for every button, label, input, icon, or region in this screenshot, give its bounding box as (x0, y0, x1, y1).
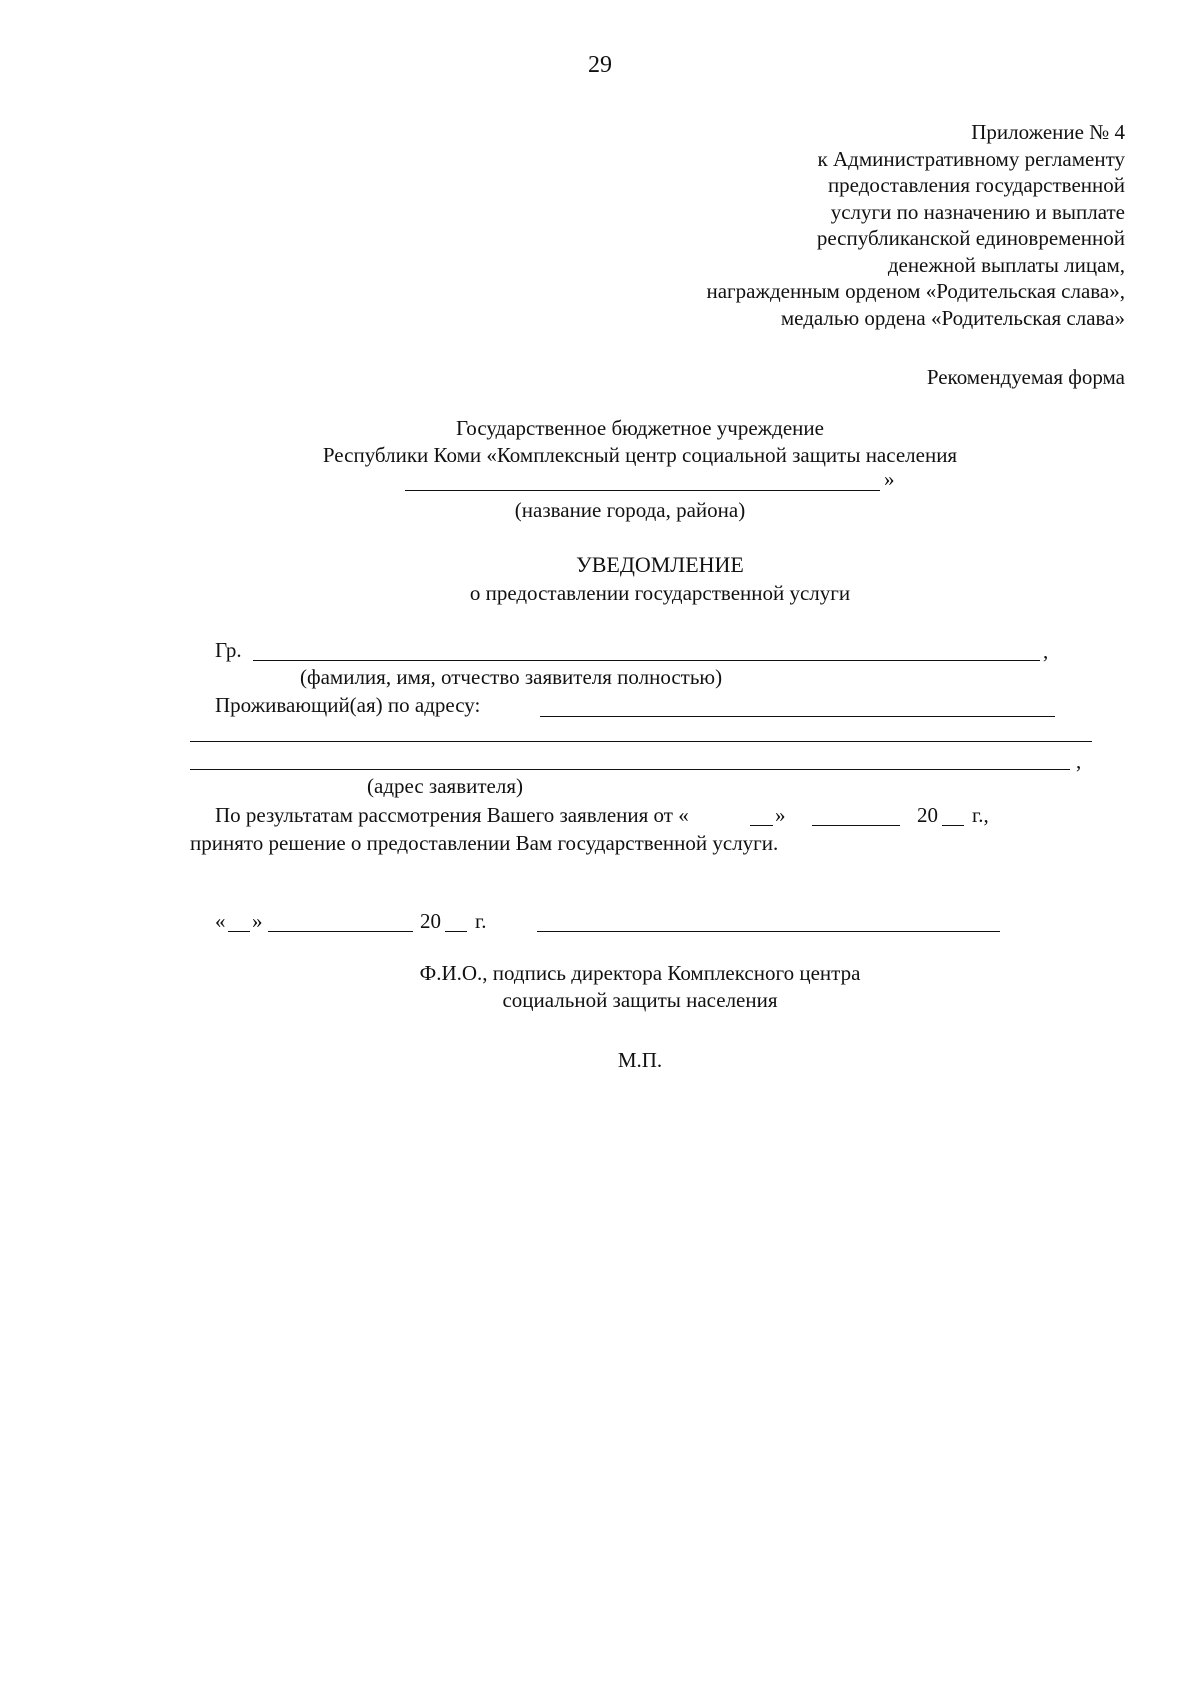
appendix-line: предоставления государственной (827, 173, 1125, 197)
name-comma: , (1043, 639, 1049, 663)
signature-year-suffix: г. (475, 909, 487, 933)
appendix-header (560, 119, 1125, 331)
application-day-field[interactable] (750, 825, 773, 826)
appendix-line: услуги по назначению и выплате (830, 199, 1125, 224)
closing-quote: » (884, 467, 895, 491)
signature-year-field[interactable] (445, 931, 467, 932)
signature-day-field[interactable] (228, 931, 250, 932)
address-label: Проживающий(ая) по адресу: (215, 693, 481, 717)
address-comma: , (1076, 749, 1082, 773)
organization-line-2: Республики Коми «Комплексный центр социальной защиты населения (322, 442, 958, 467)
application-month-field[interactable] (812, 825, 900, 826)
address-field-line-1[interactable] (540, 716, 1055, 717)
citizen-prefix: Гр. (215, 638, 242, 662)
signature-quote-close: » (252, 909, 263, 933)
city-name-underline (405, 490, 880, 491)
decision-year-prefix: 20 (917, 803, 938, 827)
signature-caption-line-1: Ф.И.О., подпись директора Комплексного центра (419, 961, 861, 985)
address-field-line-3[interactable] (190, 769, 1070, 770)
signature-caption (390, 960, 890, 1014)
appendix-line: награжденным орденом «Родительская слава», (706, 279, 1125, 303)
recommended-form-label: Рекомендуемая форма (926, 365, 1125, 389)
director-signature-field[interactable] (537, 931, 1000, 932)
appendix-line: республиканской единовременной (816, 226, 1125, 250)
applicant-name-field[interactable] (253, 660, 1040, 661)
stamp-place-label: М.П. (617, 1048, 663, 1072)
signature-month-field[interactable] (268, 931, 413, 932)
application-year-field[interactable] (942, 825, 964, 826)
decision-text-line-2: принято решение о предоставлении Вам государственной услуги. (190, 831, 779, 855)
signature-caption-line-2: социальной защиты населения (502, 988, 778, 1012)
decision-year-suffix: г., (972, 803, 989, 827)
appendix-line: к Административному регламенту (817, 146, 1125, 171)
organization-heading (190, 415, 1090, 468)
applicant-name-caption: (фамилия, имя, отчество заявителя полностью) (300, 665, 723, 689)
signature-quote-open: « (215, 909, 226, 933)
signature-year-prefix: 20 (420, 909, 441, 933)
city-name-field[interactable] (405, 467, 895, 495)
organization-line-1: Государственное бюджетное учреждение (456, 416, 824, 440)
decision-text-start: По результатам рассмотрения Вашего заявления от « (215, 803, 689, 827)
address-field-line-2[interactable] (190, 741, 1092, 742)
appendix-line: денежной выплаты лицам, (887, 252, 1125, 277)
decision-quote-close: » (775, 803, 786, 827)
notice-subtitle: о предоставлении государственной услуги (469, 581, 851, 605)
appendix-line: Приложение № 4 (971, 120, 1125, 144)
notice-title: УВЕДОМЛЕНИЕ (576, 552, 744, 577)
page-number: 29 (588, 52, 612, 78)
appendix-line: медалью ордена «Родительская слава» (780, 305, 1125, 330)
city-caption: (название города, района) (514, 498, 746, 522)
address-caption: (адрес заявителя) (367, 774, 523, 798)
